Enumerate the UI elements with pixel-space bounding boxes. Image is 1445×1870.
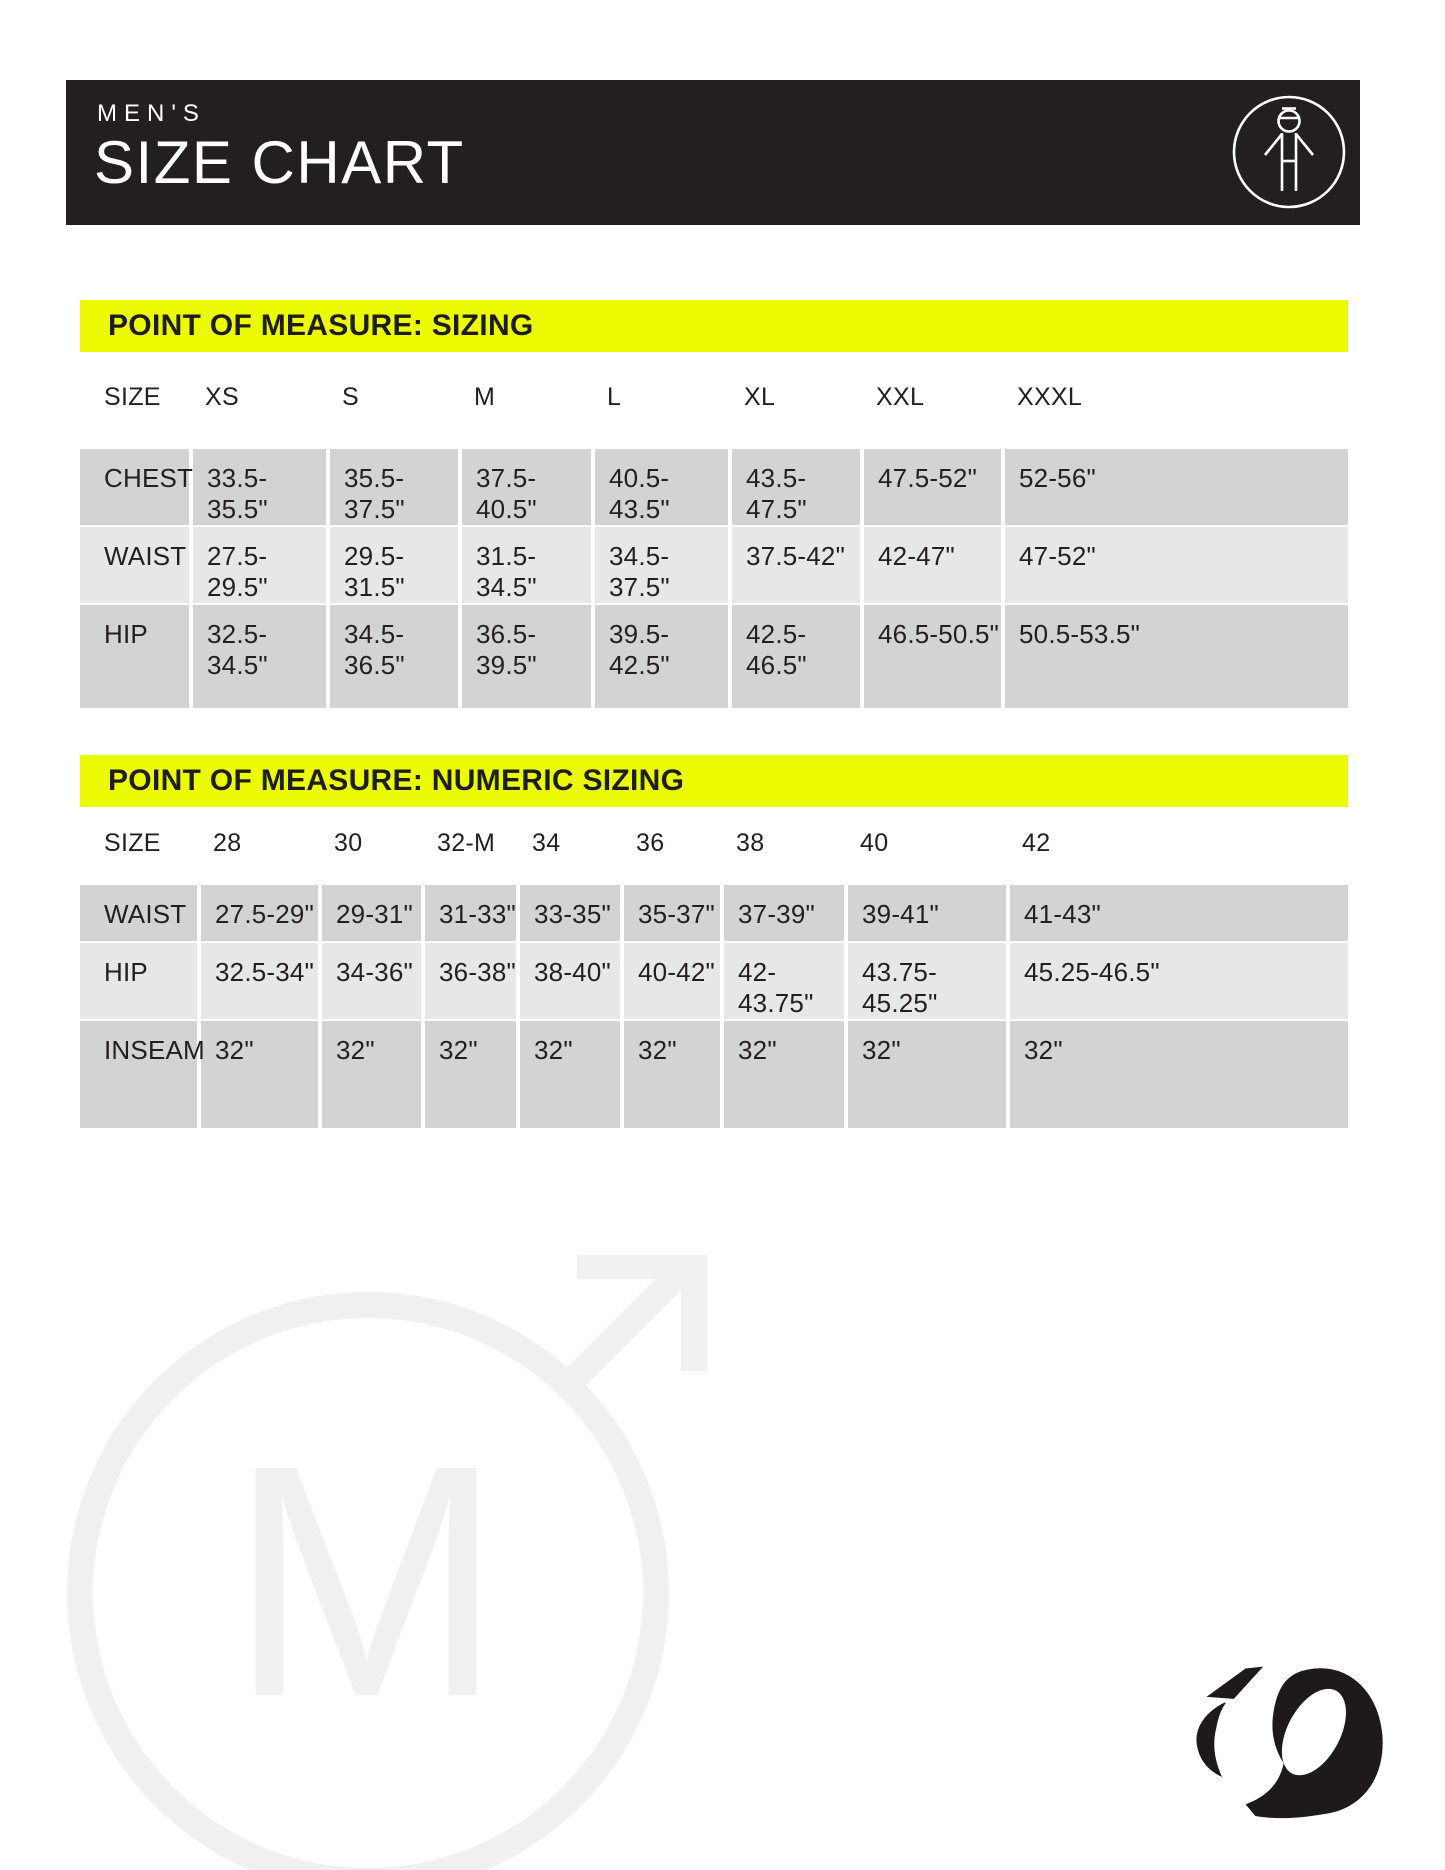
numeric-sizing-table	[80, 807, 1348, 1128]
cell: 45.25-46.5"	[1008, 942, 1348, 1020]
column-header: XXXL	[1017, 383, 1083, 411]
column-header-row	[80, 807, 1348, 885]
table-row	[80, 885, 1348, 942]
column-header: 28	[213, 828, 242, 857]
row-label: WAIST	[80, 885, 199, 942]
column-header: SIZE	[104, 828, 161, 857]
table-row	[80, 526, 1348, 604]
cell: 47.5-52"	[862, 449, 1003, 526]
section-title-numeric-sizing	[80, 755, 1348, 807]
cell: 32"	[518, 1020, 622, 1128]
row-label: CHEST	[80, 449, 191, 526]
column-header: 30	[334, 828, 363, 857]
column-header: XS	[205, 383, 239, 411]
section-title-label: POINT OF MEASURE: SIZING	[108, 309, 534, 342]
cell: 33.5-35.5"	[191, 449, 328, 526]
cell: 37-39"	[722, 885, 846, 942]
cell: 41-43"	[1024, 899, 1101, 929]
column-header: 42	[1022, 828, 1051, 857]
cell: 38-40"	[518, 942, 622, 1020]
cell: 32"	[722, 1020, 846, 1128]
cell: 32"	[320, 1020, 423, 1128]
cell: 32"	[423, 1020, 518, 1128]
cell: 27.5-29.5"	[191, 526, 328, 604]
column-header: SIZE	[104, 383, 161, 411]
cell: 42.5-46.5"	[730, 604, 862, 708]
column-header: 34	[532, 828, 561, 857]
cell: 35.5-37.5"	[328, 449, 460, 526]
page-title: SIZE CHART	[94, 129, 465, 196]
cell: 29-31"	[320, 885, 423, 942]
cell: 35-37"	[622, 885, 722, 942]
column-header-row	[80, 352, 1348, 449]
row-label: HIP	[80, 604, 191, 708]
column-header: L	[607, 383, 622, 411]
cell: 37.5-40.5"	[460, 449, 593, 526]
cell: 37.5-42"	[730, 526, 862, 604]
cell: 40-42"	[622, 942, 722, 1020]
table-row	[80, 1020, 1348, 1128]
cell: 32"	[199, 1020, 320, 1128]
column-header: 40	[860, 828, 889, 857]
cell: 42-43.75"	[722, 942, 846, 1020]
column-header: 38	[736, 828, 765, 857]
row-label: INSEAM	[80, 1020, 199, 1128]
cell: 32.5-34.5"	[191, 604, 328, 708]
cell: 32"	[846, 1020, 1008, 1128]
cell: 32"	[1008, 1020, 1348, 1128]
person-icon	[1228, 91, 1350, 213]
cell: 52-56"	[1019, 463, 1096, 493]
sizing-table	[80, 352, 1348, 708]
table-row	[80, 604, 1348, 708]
header-bar	[66, 80, 1360, 225]
cell: 43.75-45.25"	[846, 942, 1008, 1020]
cell: 27.5-29"	[199, 885, 320, 942]
cell: 43.5-47.5"	[730, 449, 862, 526]
section-title-label: POINT OF MEASURE: NUMERIC SIZING	[108, 764, 685, 797]
section-title-sizing	[80, 300, 1348, 352]
cell: 29.5-31.5"	[328, 526, 460, 604]
cell: 50.5-53.5"	[1003, 604, 1348, 708]
cell: 34.5-37.5"	[593, 526, 730, 604]
cell: 46.5-50.5"	[862, 604, 1003, 708]
column-header: 32-M	[437, 828, 496, 857]
column-header: S	[342, 383, 359, 411]
cell: 36.5-39.5"	[460, 604, 593, 708]
column-header: M	[474, 383, 496, 411]
table-row	[80, 449, 1348, 526]
cell: 42-47"	[862, 526, 1003, 604]
cell: 34-36"	[320, 942, 423, 1020]
column-header: 36	[636, 828, 665, 857]
cell: 39-41"	[846, 885, 1008, 942]
cell: 40.5-43.5"	[593, 449, 730, 526]
watermark-letter: M	[228, 1396, 504, 1765]
cell: 31.5-34.5"	[460, 526, 593, 604]
cell: 33-35"	[518, 885, 622, 942]
cell: 32.5-34"	[199, 942, 320, 1020]
cell: 36-38"	[423, 942, 518, 1020]
cell: 31-33"	[423, 885, 518, 942]
cell: 39.5-42.5"	[593, 604, 730, 708]
row-label: WAIST	[80, 526, 191, 604]
pearl-izumi-logo	[1185, 1650, 1395, 1860]
cell: 34.5-36.5"	[328, 604, 460, 708]
header-eyebrow: MEN'S	[97, 100, 206, 127]
table-row	[80, 942, 1348, 1020]
column-header: XXL	[876, 383, 925, 411]
cell: 32"	[622, 1020, 722, 1128]
cell: 47-52"	[1003, 526, 1348, 604]
row-label: HIP	[80, 942, 199, 1020]
column-header: XL	[744, 383, 776, 411]
male-symbol-icon	[60, 1255, 720, 1870]
